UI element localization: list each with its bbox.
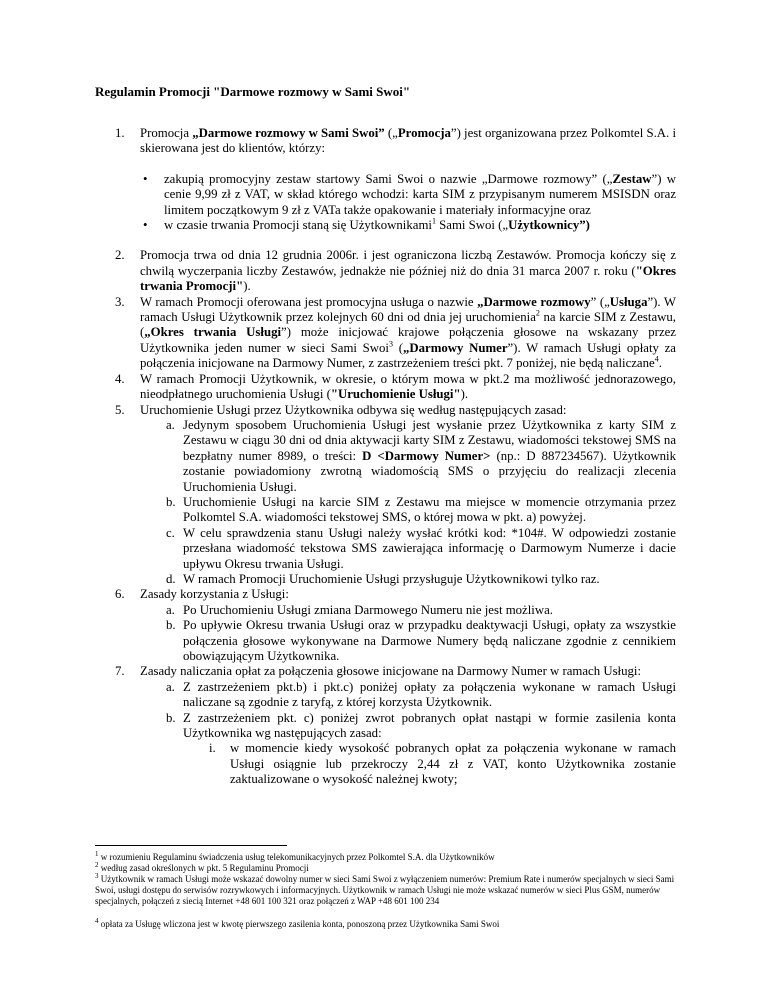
text: W ramach Promocji Użytkownik, w okresie, o którym mowa w pkt.2 ma możliwość jednorazowego, nieodpłatnego uruchomienia Usługi (	[140, 371, 676, 402]
text: zakupią promocyjny zestaw startowy Sami Swoi o nazwie „Darmowe rozmowy” („	[164, 171, 613, 186]
bold-text: „Darmowe rozmowy w Sami Swoi”	[192, 126, 385, 140]
sub-item-6b	[0, 618, 768, 664]
list-item-1	[0, 126, 768, 157]
bullet-icon: •	[143, 218, 148, 233]
text: W celu sprawdzenia stanu Usługi należy wysłać krótki kod: *104#. W odpowiedzi zostanie przesłana wiadomość tekstowa SMS zawierająca informację o Darmowym Numerze i dacie upływu Okresu trwania Usługi.	[183, 525, 676, 571]
sub-item-6a	[0, 603, 768, 618]
sub-letter: c.	[166, 525, 175, 540]
list-item-4	[0, 372, 768, 403]
footnote-ref: 4	[654, 355, 659, 365]
sub-item-7a	[0, 680, 768, 711]
bold-text: Zestaw	[612, 171, 652, 186]
text: Po upływie Okresu trwania Usługi oraz w przypadku deaktywacji Usługi, opłaty za wszystkie połączenia głosowe wykonywane na Darmowe Numery będą naliczane zgodnie z cennikiem obowiązującym Użytkownika.	[183, 618, 676, 663]
text: W ramach Promocji oferowana jest promocyjna usługa o nazwie	[140, 294, 478, 309]
sub-letter: d.	[166, 571, 176, 586]
sub-letter: b.	[166, 494, 176, 509]
text: Sami Swoi („	[435, 218, 509, 233]
list-number: 2.	[115, 248, 125, 263]
footnote-1	[95, 852, 680, 863]
footnote-number: 1	[95, 850, 99, 858]
text: Jedynym sposobem Uruchomienia Usługi jest wysłanie przez Użytkownika z karty SIM z Zestawu w ciągu 30 dni od dnia aktywacji karty SIM z Zestawu, wiadomości tekstowej SMS na bezpłatny numer 8989, o treści:	[183, 417, 676, 463]
footnote-2	[95, 863, 680, 874]
sub-letter: a.	[166, 602, 175, 617]
sub-item-5a	[0, 418, 768, 495]
text: .	[658, 356, 662, 371]
sub-item-7b	[0, 711, 768, 742]
sub-letter: b.	[166, 710, 176, 725]
footnote-ref: 1	[431, 216, 436, 226]
text: Promocja trwa od dnia 12 grudnia 2006r. i jest ograniczona liczbą Zestawów. Promocja kończy się z chwilą wyczerpania liczby Zestawów, jednakże nie później niż do dnia 31 marca 2007 r. roku (	[140, 248, 676, 278]
footnote-3	[95, 874, 680, 907]
footnote-number: 2	[95, 861, 99, 869]
footnote-number: 3	[95, 872, 99, 880]
text: Z zastrzeżeniem pkt.b) i pkt.c) poniżej opłaty za połączenia wykonane w ramach Usługi naliczane są zgodnie z taryfą, z której korzysta Użytkownik.	[183, 679, 676, 710]
list-item-3	[0, 295, 768, 372]
sub-letter: a.	[166, 679, 175, 694]
footnote-4	[95, 919, 680, 930]
text: ”). W ramach Usługi opłaty za połączenia inicjowane na Darmowy Numer, z zastrzeżeniem treści pkt. 7 poniżej, nie będą naliczane	[140, 340, 676, 371]
text: (np.: D 887234567). Użytkownik zostanie powiadomiony zwrotną wiadomością SMS o przyjęciu do realizacji zlecenia Uruchomienia Usługi.	[183, 448, 676, 494]
sub-item-7b-i	[0, 741, 768, 787]
bold-text: „Darmowy Numer	[402, 340, 508, 355]
footnote-text: według zasad określonych w pkt. 5 Regulaminu Promocji	[98, 863, 309, 873]
sub-letter: a.	[166, 417, 175, 432]
bold-text: Promocja	[397, 126, 451, 140]
sub-item-5b	[0, 495, 768, 526]
footnote-separator	[95, 845, 287, 846]
list-item-7	[0, 664, 768, 679]
text: („	[384, 126, 398, 140]
bold-text: Usługa	[609, 294, 648, 309]
list-number: 6.	[115, 587, 125, 602]
list-item-6	[0, 587, 768, 602]
bold-text: Użytkownicy”)	[508, 218, 590, 233]
sub-letter: b.	[166, 618, 176, 633]
text: w czasie trwania Promocji staną się Użytkownikami	[164, 218, 432, 233]
bold-text: "Okres trwania Promocji"	[140, 263, 676, 294]
roman-numeral: i.	[209, 741, 216, 756]
page-title: Regulamin Promocji "Darmowe rozmowy w Sami Swoi"	[95, 84, 411, 99]
text: W ramach Promocji Uruchomienie Usługi przysługuje Użytkownikowi tylko raz.	[183, 571, 600, 586]
text: ”). W ramach Usługi Użytkownik przez kolejnych 60 dni od dnia jej uruchomienia	[140, 294, 677, 325]
text: Promocja	[140, 126, 193, 140]
list-number: 4.	[115, 371, 125, 386]
sub-item-5d	[0, 572, 768, 587]
text: Po Uruchomieniu Usługi zmiana Darmowego Numeru nie jest możliwa.	[183, 602, 553, 617]
list-number: 1.	[115, 126, 125, 140]
footnote-number: 4	[95, 917, 99, 925]
list-item-2	[0, 248, 768, 294]
list-number: 5.	[115, 402, 125, 417]
footnote-ref: 2	[535, 308, 540, 318]
text: Zasady naliczania opłat za połączenia głosowe inicjowane na Darmowy Numer w ramach Usługi:	[140, 664, 642, 679]
text: ”) jest organizowana przez Polkomtel S.A. i skierowana jest do klientów, którzy:	[140, 126, 677, 156]
regulations-list	[0, 126, 768, 788]
text: Z zastrzeżeniem pkt. c) poniżej zwrot pobranych opłat nastąpi w formie zasilenia konta Użytkownika wg następujących zasad:	[183, 710, 676, 741]
bold-text: "Uruchomienie Usługi"	[330, 387, 461, 402]
sub-item-5c	[0, 526, 768, 572]
list-number: 7.	[115, 664, 125, 679]
text: na karcie SIM z Zestawu,(	[140, 310, 676, 340]
footnote-ref: 3	[389, 339, 393, 349]
text: Uruchomienie Usługi przez Użytkownika odbywa się według następujących zasad:	[140, 402, 567, 417]
bold-text: „Okres trwania Usługi	[144, 325, 282, 340]
text: ).	[460, 387, 469, 402]
bullet-item-2	[0, 218, 768, 233]
text: Uruchomienie Usługi na karcie SIM z Zestawu ma miejsce w momencie otrzymania przez Polkomtel S.A. wiadomości tekstowej SMS, o której mowa w pkt. a) powyżej.	[183, 494, 676, 525]
bullet-item-1	[0, 172, 768, 218]
footnote-text: w rozumieniu Regulaminu świadczenia usług telekomunikacyjnych przez Polkomtel S.A. dla Użytkowników	[98, 852, 495, 862]
text: ).	[243, 279, 251, 294]
bold-text: „Darmowe rozmowy	[477, 294, 591, 309]
text: (	[393, 340, 403, 355]
text: ”) w cenie 9,99 zł z VAT, w skład którego wchodzi: karta SIM z przypisanym numerem MSISDN oraz limitem początkowym 9 zł z VATa także opakowanie i materiały informacyjne oraz	[164, 171, 676, 217]
bullet-icon: •	[143, 171, 148, 186]
footnote-text: Użytkownik w ramach Usługi może wskazać dowolny numer w sieci Sami Swoi z wyłączeniem numerów: Premium Rate i numerów specjalnych w sieci Sami Swoi, usługi dostępu do serwisów rozrywkowych i informacyjnych. Użytkownik w ramach Usługi nie może wskazać numerów w sieci Plus GSM, numerów specjalnych, połączeń z siecią Internet +48 601 100 321 oraz połączeń z WAP +48 601 100 234	[95, 874, 675, 906]
text: Zasady korzystania z Usługi:	[140, 587, 289, 602]
text: ”) może inicjować krajowe połączenia głosowe na wskazany przez Użytkownika jeden numer w sieci Sami Swoi	[140, 325, 676, 355]
text: w momencie kiedy wysokość pobranych opłat za połączenia wykonane w ramach Usługi osiągnie lub przekroczy 2,44 zł z VAT, konto Użytkownika zostanie zaktualizowane o wysokość należnej kwoty;	[230, 741, 676, 787]
text: ” („	[590, 294, 610, 309]
footnote-text: opłata za Usługę wliczona jest w kwotę pierwszego zasilenia konta, ponoszoną przez Użytkownika Sami Swoi	[98, 919, 500, 929]
bold-text: D <Darmowy Numer>	[362, 448, 491, 463]
list-number: 3.	[115, 294, 125, 309]
list-item-5	[0, 403, 768, 418]
